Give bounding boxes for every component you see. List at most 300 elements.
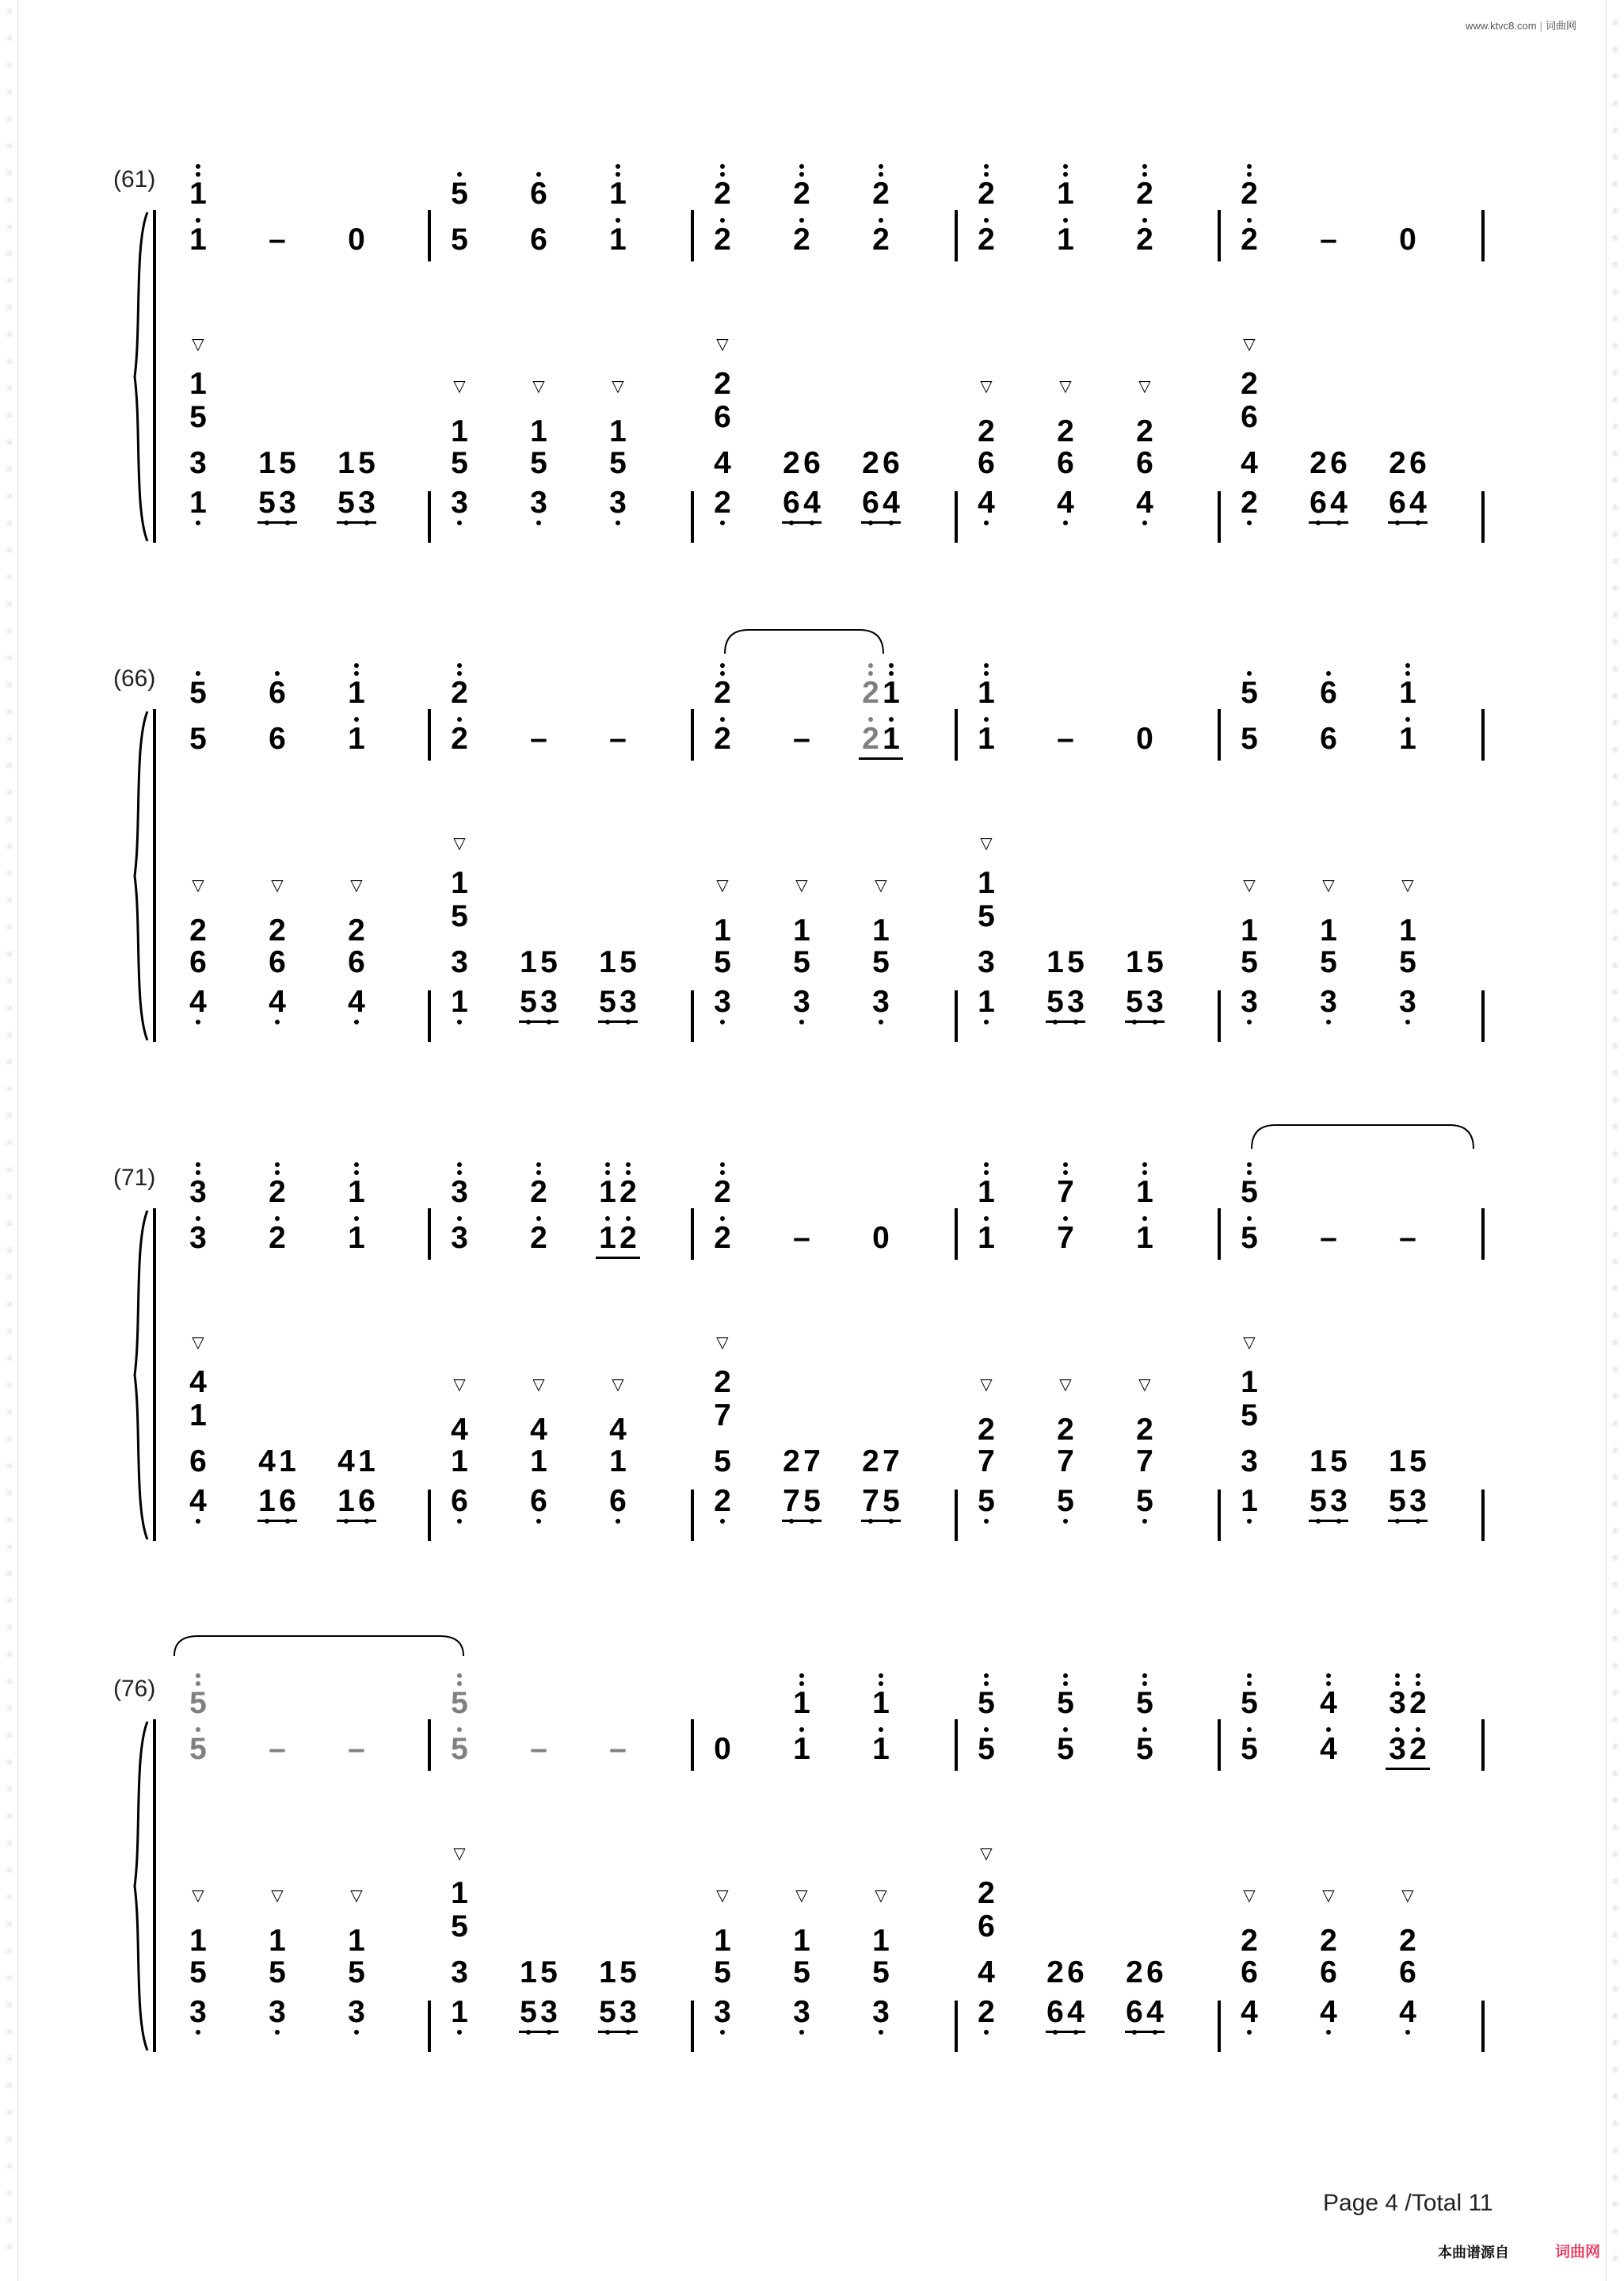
score-note: 2 [619,1175,637,1209]
watermark-text: 曲 [1612,1285,1618,1292]
score-note: 6 [269,676,286,710]
score-note: 6 [1241,1955,1258,1989]
score-note: 5 [609,446,627,480]
score-note: 5 [189,1732,207,1766]
watermark-text: 曲 [1612,558,1618,565]
accent-mark: ▽ [192,336,204,353]
score-note: 7 [783,1484,800,1518]
watermark-text: 曲 [1612,1959,1618,1966]
octave-dot [1247,1673,1252,1678]
score-note: 1 [599,945,616,979]
score-note: 5 [1057,1484,1074,1518]
score-note: 5 [599,985,616,1019]
accent-mark: ▽ [192,1887,204,1905]
octave-dot [457,1681,462,1686]
score-note: 2 [978,1413,995,1447]
score-note: 2 [714,177,731,211]
score-note: 3 [793,1995,810,2029]
score-note: 2 [1241,177,1258,211]
watermark-text: 曲 [1612,2174,1618,2181]
score-note: 5 [1320,945,1337,979]
score-note: 5 [451,1732,468,1766]
watermark-text: 曲 [1612,2120,1618,2127]
score-note: 0 [1136,722,1153,756]
watermark-text: 曲 [1612,881,1618,888]
score-note: 1 [978,866,995,900]
octave-dot [354,2030,359,2035]
accent-mark: ▽ [192,1334,204,1352]
watermark-text: 词 [6,250,12,257]
score-note: 5 [1241,1732,1258,1766]
score-note: 1 [872,914,890,948]
score-note: 3 [451,1175,468,1209]
score-note: 6 [189,1444,207,1478]
watermark-text: 曲 [1612,935,1618,942]
score-note: 4 [530,1413,547,1447]
score-note: 2 [793,223,810,257]
score-note: 1 [1309,1444,1327,1478]
score-note: 6 [609,1484,627,1518]
score-note: – [1399,1221,1416,1255]
score-note: 4 [609,1413,627,1447]
score-note: 5 [451,446,468,480]
watermark-text: 曲 [1612,666,1618,673]
watermark-text: 曲 [1612,827,1618,834]
watermark-text: 词 [6,1139,12,1146]
watermark-text: 曲 [1612,1231,1618,1238]
octave-dot [1247,1727,1252,1732]
watermark-text: 词 [6,924,12,931]
watermark-text: 曲 [1612,1420,1618,1427]
watermark-text: 词 [6,1436,12,1443]
beam-line [1386,1768,1430,1770]
score-note: 7 [1057,1444,1074,1478]
score-note: 5 [337,486,355,520]
accent-mark: ▽ [192,877,204,894]
watermark-text: 曲 [1612,1366,1618,1373]
watermark-text: 词 [6,143,12,150]
octave-dot [457,2030,462,2035]
watermark-text: 曲 [1612,1985,1618,1993]
score-note: 6 [1126,1995,1143,2029]
score-note: 4 [1399,1995,1416,2029]
watermark-text: 词 [6,2217,12,2224]
watermark-text: 词 [6,1328,12,1335]
accent-mark: ▽ [612,378,624,395]
watermark-text: 词 [6,762,12,769]
accent-mark: ▽ [1138,1376,1151,1394]
score-note: 4 [337,1444,355,1478]
score-note: 2 [1057,414,1074,448]
accent-mark: ▽ [875,1887,887,1905]
score-note: 5 [1067,945,1085,979]
score-note: 2 [978,177,995,211]
score-note: 2 [1046,1955,1064,1989]
watermark-text: 词 [6,2028,12,2035]
accent-mark: ▽ [716,1887,729,1905]
score-note: 4 [451,1413,468,1447]
score-note: 1 [978,1175,995,1209]
watermark-text: 曲 [1612,1528,1618,1535]
watermark-text: 曲 [1612,1312,1618,1319]
score-note: 2 [1241,486,1258,520]
accent-mark: ▽ [1322,877,1335,894]
score-note: 0 [714,1732,731,1766]
watermark-text: 曲 [1612,1851,1618,1858]
watermark-text: 词 [6,1678,12,1685]
watermark-text: 词 [6,466,12,473]
watermark-text: 词 [6,789,12,796]
score-note: 3 [189,1995,207,2029]
octave-dot [1326,2030,1331,2035]
score-note: 2 [1241,367,1258,401]
score-note: 6 [1241,400,1258,434]
watermark-text: 曲 [1612,585,1618,592]
watermark-text: 词 [6,62,12,69]
score-note: 1 [451,985,468,1019]
watermark-text: 曲 [1612,962,1618,969]
accent-mark: ▽ [1243,877,1256,894]
watermark-text: 曲 [1612,746,1618,753]
watermark-text: 词 [6,412,12,419]
score-note: 5 [520,985,537,1019]
score-note: 4 [1320,1732,1337,1766]
score-note: 4 [189,1484,207,1518]
score-note: 4 [1136,486,1153,520]
score-note: 7 [883,1444,900,1478]
accent-mark: ▽ [1401,877,1414,894]
watermark-text: 曲 [1612,1258,1618,1265]
footer-brand[interactable]: 词曲网 [1555,2244,1601,2260]
watermark-text: 词 [6,1112,12,1120]
score-note: – [269,223,286,257]
score-note: 2 [714,367,731,401]
score-note: 1 [279,1444,296,1478]
score-note: 7 [803,1444,821,1478]
score-note: 5 [1057,1686,1074,1720]
watermark-text: 曲 [1612,396,1618,403]
accent-mark: ▽ [532,378,545,395]
score-note: 5 [1409,1444,1427,1478]
score-note: 1 [1046,945,1064,979]
accent-mark: ▽ [716,1334,729,1352]
score-note: 5 [714,1955,731,1989]
octave-dot [984,2030,989,2035]
octave-dot [1247,2030,1252,2035]
score-note: 3 [978,945,995,979]
watermark-text: 曲 [1612,154,1618,161]
watermark-text: 曲 [1612,854,1618,861]
octave-dot [1416,1673,1420,1678]
octave-dot [799,1673,804,1678]
octave-dot [1142,1673,1147,1678]
watermark-text: 曲 [1612,2039,1618,2046]
watermark-text: 曲 [1612,908,1618,915]
watermark-text: 词 [6,2055,12,2062]
score-note: 2 [530,1221,547,1255]
score-note: 2 [1309,446,1327,480]
accent-mark: ▽ [1243,336,1256,353]
watermark-text: 曲 [1612,692,1618,700]
score-note: 5 [714,945,731,979]
score-note: 4 [978,486,995,520]
score-note: 3 [609,486,627,520]
measure-number: (61) [113,166,156,193]
score-note: 5 [530,446,547,480]
score-note: 6 [530,1484,547,1518]
score-note: – [348,1732,365,1766]
octave-dot [799,2030,804,2035]
score-note: 5 [189,1955,207,1989]
accent-mark: ▽ [1059,378,1072,395]
score-note: 6 [978,446,995,480]
watermark-text: 词 [6,1974,12,1982]
score-note: 7 [978,1444,995,1478]
accent-mark: ▽ [1243,1334,1256,1352]
watermark-text: 曲 [1612,46,1618,53]
score-note: 4 [189,985,207,1019]
score-note: 2 [872,177,890,211]
score-note: 5 [1330,1444,1348,1478]
score-note: 2 [530,1175,547,1209]
score-note: 2 [1136,177,1153,211]
score-note: 1 [189,367,207,401]
score-note: 1 [1241,914,1258,948]
page-number: Page 4 /Total 11 [1323,2190,1493,2216]
octave-dot [984,1673,989,1678]
score-note: 3 [872,985,890,1019]
score-note: 2 [1409,1686,1427,1720]
watermark-text: 词 [6,1058,12,1066]
score-note: 4 [1146,1995,1164,2029]
score-note: 6 [714,400,731,434]
score-note: 2 [269,914,286,948]
score-note: 1 [348,1924,365,1958]
watermark-text: 曲 [1612,1716,1618,1723]
watermark-text: 词 [6,1786,12,1793]
score-note: 3 [793,985,810,1019]
score-note: 5 [978,1686,995,1720]
score-note: 5 [451,899,468,933]
score-note: 2 [862,1444,879,1478]
score-note: 6 [803,446,821,480]
watermark-text: 词 [6,1247,12,1254]
score-note: 3 [1389,1686,1406,1720]
accent-mark: ▽ [1401,1887,1414,1905]
score-note: 3 [1399,985,1416,1019]
octave-dot [879,1727,883,1732]
score-note: 2 [862,722,879,756]
watermark-text: 曲 [1612,773,1618,780]
score-note: 2 [1409,1732,1427,1766]
watermark-text: 曲 [1612,1905,1618,1912]
score-note: 0 [348,223,365,257]
watermark-text: 词 [6,89,12,96]
score-note: 3 [1067,985,1085,1019]
score-note: 4 [803,486,821,520]
watermark-text: 曲 [1612,504,1618,511]
score-note: – [1057,722,1074,756]
score-note: 1 [609,223,627,257]
octave-dot [1416,1681,1420,1686]
octave-dot [984,1727,989,1732]
accent-mark: ▽ [612,1376,624,1394]
score-note: 1 [451,866,468,900]
score-note: – [1320,1221,1337,1255]
score-note: 5 [872,945,890,979]
score-note: 5 [1136,1686,1153,1720]
watermark-text: 曲 [1612,1016,1618,1023]
score-note: 1 [189,177,207,211]
watermark-text: 词 [6,547,12,554]
score-note: 6 [269,945,286,979]
watermark-text: 曲 [1612,639,1618,646]
watermark-text: 曲 [1612,989,1618,996]
score-note: 4 [1241,1995,1258,2029]
score-note: 3 [619,1995,637,2029]
octave-dot [1247,1681,1252,1686]
score-note: 1 [872,1686,890,1720]
octave-dot [196,1673,200,1678]
score-note: 1 [793,914,810,948]
score-note: 1 [451,414,468,448]
octave-dot [196,1727,200,1732]
watermark-text: 词 [6,1732,12,1739]
score-note: 5 [1057,1732,1074,1766]
score-note: 5 [1241,1398,1258,1432]
watermark-text: 曲 [1612,1878,1618,1885]
score-note: – [530,1732,547,1766]
score-note: 4 [348,985,365,1019]
watermark-text: 词 [6,439,12,446]
score-note: 2 [1399,1924,1416,1958]
octave-dot [1142,1681,1147,1686]
score-note: – [609,722,627,756]
score-note: 5 [1309,1484,1327,1518]
watermark-text: 词 [6,1220,12,1227]
score-note: 1 [1241,1365,1258,1399]
watermark-text: 词 [6,8,12,15]
score-note: 5 [1046,985,1064,1019]
watermark-text: 词 [6,520,12,527]
score-note: 4 [189,1365,207,1399]
accent-mark: ▽ [875,877,887,894]
score-note: 1 [1126,945,1143,979]
watermark-text: 词 [6,358,12,365]
score-note: 6 [348,945,365,979]
score-note: 2 [1241,223,1258,257]
score-note: 5 [1126,985,1143,1019]
accent-mark: ▽ [716,336,729,353]
score-note: 1 [978,1221,995,1255]
score-note: 7 [1136,1444,1153,1478]
watermark-text: 曲 [1612,1043,1618,1050]
score-note: 6 [883,446,900,480]
score-note: 1 [714,914,731,948]
score-note: 2 [783,446,800,480]
score-note: 6 [1399,1955,1416,1989]
watermark-text: 曲 [1612,1177,1618,1184]
watermark-text: 词 [6,1813,12,1820]
accent-mark: ▽ [980,1376,993,1394]
octave-dot [879,1673,883,1678]
score-note: 5 [1241,945,1258,979]
octave-dot [720,2030,725,2035]
score-note: 1 [1057,177,1074,211]
watermark-text: 词 [6,601,12,608]
watermark-text: 曲 [1612,127,1618,134]
score-note: 2 [714,223,731,257]
watermark-text: 曲 [1612,19,1618,26]
score-note: 4 [1320,1995,1337,2029]
site-url[interactable]: www.ktvc8.com [1466,20,1537,32]
score-note: 6 [451,1484,468,1518]
score-note: 6 [783,486,800,520]
score-note: 1 [348,676,365,710]
beam-line [519,2031,558,2033]
watermark-text: 词 [6,627,12,635]
score-note: 5 [279,446,296,480]
score-note: 2 [783,1444,800,1478]
score-note: 1 [793,1924,810,1958]
score-note: 2 [978,414,995,448]
octave-dot [1063,1727,1068,1732]
footer-source-label: 本曲谱源自 [1438,2245,1509,2260]
watermark-text: 曲 [1612,1097,1618,1104]
beam-line [1046,2031,1085,2033]
score-note: 1 [1057,223,1074,257]
watermark-text: 曲 [1612,2147,1618,2154]
score-note: 5 [978,1484,995,1518]
watermark-text: 曲 [1612,73,1618,80]
beam-line [598,2031,638,2033]
score-note: 3 [1241,1444,1258,1478]
watermark-text: 词 [6,223,12,231]
score-note: 2 [1136,223,1153,257]
accent-mark: ▽ [1243,1887,1256,1905]
score-note: 5 [1241,722,1258,756]
accent-mark: ▽ [980,1845,993,1863]
score-note: – [793,722,810,756]
watermark-text: 曲 [1612,1070,1618,1077]
watermark-text: 词 [6,1921,12,1928]
score-note: 5 [1146,945,1164,979]
score-note: 6 [189,945,207,979]
score-note: 6 [1320,722,1337,756]
score-note: 1 [520,1955,537,1989]
score-note: 3 [451,486,468,520]
score-note: 5 [451,177,468,211]
score-note: 6 [978,1909,995,1943]
watermark-text: 曲 [1612,1770,1618,1777]
watermark-text: 曲 [1612,477,1618,484]
watermark-text: 词 [6,1947,12,1955]
watermark-text: 词 [6,735,12,742]
score-note: 2 [1320,1924,1337,1958]
score-note: 1 [872,1732,890,1766]
accent-mark: ▽ [350,877,363,894]
score-note: 1 [348,722,365,756]
octave-dot [457,1673,462,1678]
score-note: 5 [1389,1484,1406,1518]
score-note: 1 [520,945,537,979]
score-note: 4 [1067,1995,1085,2029]
octave-dot [1063,1673,1068,1678]
score-note: 1 [978,985,995,1019]
score-note: 3 [358,486,376,520]
octave-dot [1416,1727,1420,1732]
score-note: 4 [883,486,900,520]
